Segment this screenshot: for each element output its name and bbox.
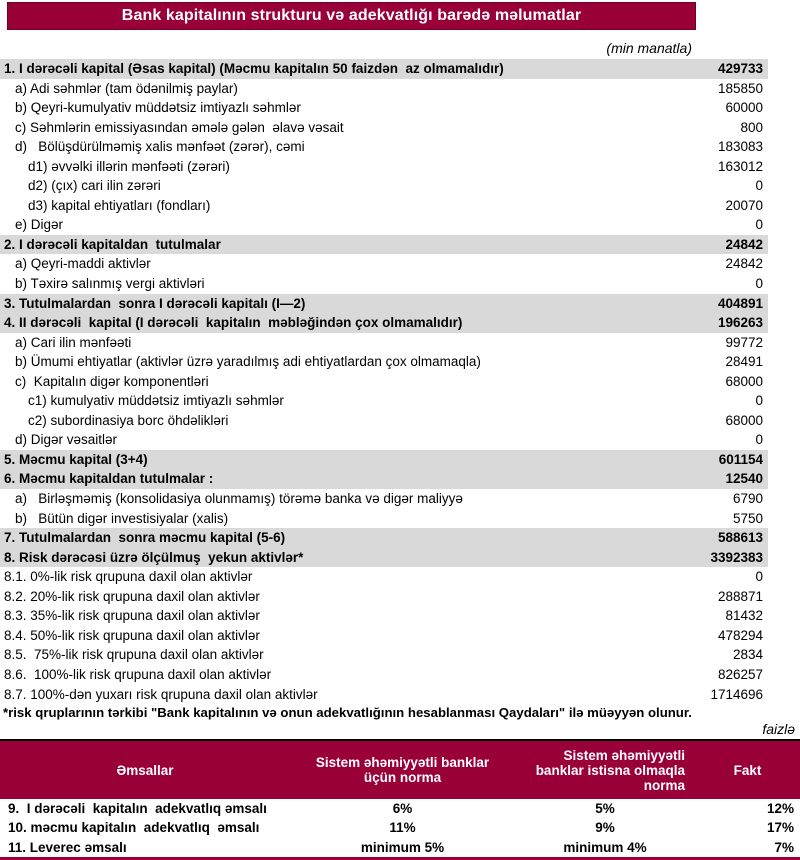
ratio-norm-exempt: 9%: [595, 820, 615, 836]
row-label: d) Digər vəsaitlər: [15, 432, 118, 448]
row-label: b) Təxirə salınmış vergi aktivləri: [15, 276, 205, 292]
ratio-row: [0, 818, 800, 837]
row-value: 163012: [717, 158, 763, 174]
row-value: 68000: [725, 412, 763, 428]
row-value: 404891: [717, 295, 763, 311]
page-title: Bank kapitalının strukturu və adekvatlığı barədə məlumatlar: [121, 7, 582, 24]
row-label: b) Bütün digər investisiyalar (xalis): [15, 510, 229, 526]
row-label: 7. Tutulmalardan sonra məcmu kapital (5-6): [4, 530, 286, 546]
table-row: [0, 372, 768, 392]
table-row: [0, 59, 768, 79]
ratio-fact: 7%: [774, 839, 794, 855]
table-row: [0, 567, 768, 587]
row-label: a) Qeyri-maddi aktivlər: [15, 256, 151, 272]
row-label: b) Qeyri-kumulyativ müddətsiz imtiyazlı səhmlər: [15, 100, 301, 116]
row-value: 12540: [725, 471, 763, 487]
table-row: [0, 645, 768, 665]
table-row: [0, 176, 768, 196]
row-value: 0: [755, 393, 763, 409]
row-value: 28491: [725, 354, 763, 370]
row-value: 478294: [717, 627, 763, 643]
table-row: [0, 313, 768, 333]
row-value: 0: [755, 217, 763, 233]
ratios-table: [0, 739, 800, 860]
header-norm-exempt: Sistem əhəmiyyətli banklar istisna olmaqla norma: [535, 747, 685, 793]
row-value: 0: [755, 569, 763, 585]
ratio-label: 11. Leverec əmsalı: [8, 839, 127, 855]
row-label: c2) subordinasiya borc öhdəlikləri: [28, 412, 229, 428]
row-value: 0: [755, 178, 763, 194]
unit-note: (min manatla): [606, 40, 692, 56]
row-value: 196263: [717, 315, 763, 331]
row-label: e) Digər: [15, 217, 64, 233]
table-row: [0, 626, 768, 646]
row-label: d3) kapital ehtiyatları (fondları): [28, 197, 211, 213]
table-row: [0, 528, 768, 548]
percent-unit-note: faizlə: [762, 721, 795, 737]
row-label: 6. Məcmu kapitaldan tutulmalar :: [4, 471, 214, 487]
row-value: 24842: [725, 256, 763, 272]
row-label: 8.6. 100%-lik risk qrupuna daxil olan aktivlər: [4, 666, 272, 682]
row-label: 8.3. 35%-lik risk qrupuna daxil olan aktivlər: [4, 608, 260, 624]
row-value: 1714696: [710, 686, 763, 702]
table-row: [0, 137, 768, 157]
table-row: [0, 254, 768, 274]
row-label: a) Cari ilin mənfəəti: [15, 334, 132, 350]
row-value: 288871: [717, 588, 763, 604]
table-row: [0, 450, 768, 470]
table-row: [0, 391, 768, 411]
table-row: [0, 294, 768, 314]
row-label: 8.7. 100%-dən yuxarı risk qrupuna daxil olan aktivlər: [4, 686, 318, 702]
report-title-bar: [7, 2, 696, 30]
ratio-norm-exempt: minimum 4%: [563, 839, 647, 855]
row-label: b) Ümumi ehtiyatlar (aktivlər üzrə yaradılmış adi ehtiyatlardan çox olmamaqla): [15, 354, 481, 370]
ratio-norm-systemic: 11%: [389, 820, 416, 836]
ratio-fact: 17%: [766, 820, 794, 836]
row-value: 5750: [732, 510, 763, 526]
row-value: 185850: [717, 80, 763, 96]
row-value: 429733: [717, 61, 763, 76]
row-value: 0: [755, 276, 763, 292]
table-row: [0, 79, 768, 99]
row-label: 1. I dərəcəli kapital (Əsas kapital) (Məcmu kapitalın 50 faizdən az olmamalıdır): [4, 61, 504, 76]
row-label: 8. Risk dərəcəsi üzrə ölçülmuş yekun aktivlər*: [4, 549, 304, 565]
ratio-label: 9. I dərəcəli kapitalın adekvatlıq əmsalı: [8, 801, 267, 817]
row-value: 826257: [717, 666, 763, 682]
row-value: 3392383: [710, 549, 763, 565]
row-label: 3. Tutulmalardan sonra I dərəcəli kapitalı (I—2): [4, 295, 306, 311]
header-coefficients: Əmsallar: [116, 762, 174, 778]
row-value: 81432: [725, 608, 763, 624]
row-label: 8.2. 20%-lik risk qrupuna daxil olan aktivlər: [4, 588, 260, 604]
table-row: [0, 118, 768, 138]
table-row: [0, 215, 768, 235]
ratio-fact: 12%: [766, 801, 794, 817]
table-row: [0, 665, 768, 685]
row-label: 8.4. 50%-lik risk qrupuna daxil olan aktivlər: [4, 627, 260, 643]
row-label: 5. Məcmu kapital (3+4): [4, 451, 148, 467]
header-fact: Fakt: [733, 762, 762, 778]
table-row: [0, 411, 768, 431]
table-row: [0, 469, 768, 489]
capital-table: [0, 59, 768, 704]
ratio-label: 10. məcmu kapitalın adekvatlıq əmsalı: [8, 820, 260, 836]
table-row: [0, 548, 768, 568]
table-row: [0, 509, 768, 529]
row-label: c) Kapitalın digər komponentləri: [15, 373, 209, 389]
row-value: 20070: [725, 197, 763, 213]
row-label: 2. I dərəcəli kapitaldan tutulmalar: [4, 236, 221, 252]
table-row: [0, 157, 768, 177]
row-value: 800: [740, 119, 763, 135]
table-row: [0, 274, 768, 294]
row-label: c1) kumulyativ müddətsiz imtiyazlı səhmlər: [28, 393, 284, 409]
row-value: 60000: [725, 100, 763, 116]
row-label: 8.5. 75%-lik risk qrupuna daxil olan aktivlər: [4, 647, 264, 663]
ratio-row: [0, 799, 800, 818]
row-label: a) Adi səhmlər (tam ödənilmiş paylar): [15, 80, 238, 96]
header-norm-systemic: Sistem əhəmiyyətli banklar üçün norma: [315, 755, 490, 785]
row-label: d2) (çıx) cari ilin zərəri: [28, 178, 161, 194]
table-row: [0, 430, 768, 450]
table-row: [0, 98, 768, 118]
row-label: c) Səhmlərin emissiyasından əmələ gələn əlavə vəsait: [15, 119, 344, 135]
ratio-norm-systemic: minimum 5%: [360, 839, 445, 855]
row-label: d1) əvvəlki illərin mənfəəti (zərəri): [28, 158, 230, 174]
ratios-table-header: [0, 741, 800, 799]
row-value: 6790: [732, 491, 763, 507]
table-row: [0, 489, 768, 509]
row-label: 4. II dərəcəli kapital (I dərəcəli kapitalın məbləğindən çox olmamalıdır): [4, 315, 463, 331]
table-row: [0, 235, 768, 255]
row-value: 24842: [725, 236, 763, 252]
table-row: [0, 685, 768, 705]
row-value: 183083: [717, 139, 763, 155]
ratio-norm-systemic: 6%: [392, 801, 413, 817]
table-row: [0, 587, 768, 607]
row-label: a) Birləşməmiş (konsolidasiya olunmamış) törəmə banka və digər maliyyə: [15, 491, 463, 507]
row-value: 601154: [718, 451, 763, 467]
row-label: d) Bölüşdürülməmiş xalis mənfəət (zərər), cəmi: [15, 139, 305, 155]
risk-groups-footnote: *risk qruplarının tərkibi "Bank kapitalının və onun adekvatlığının hesablanması Qaydaları" ilə müəyyən olunur.: [3, 705, 692, 720]
row-value: 68000: [725, 373, 763, 389]
row-value: 0: [755, 432, 763, 448]
row-label: 8.1. 0%-lik risk qrupuna daxil olan aktivlər: [4, 569, 253, 585]
row-value: 588613: [717, 530, 763, 546]
row-value: 2834: [732, 647, 763, 663]
table-row: [0, 333, 768, 353]
row-value: 99772: [725, 334, 763, 350]
table-row: [0, 606, 768, 626]
ratios-table-body: [0, 799, 800, 857]
ratio-norm-exempt: 5%: [595, 801, 615, 817]
ratio-row: [0, 838, 800, 857]
bottom-divider: [0, 857, 800, 860]
table-row: [0, 352, 768, 372]
table-row: [0, 196, 768, 216]
